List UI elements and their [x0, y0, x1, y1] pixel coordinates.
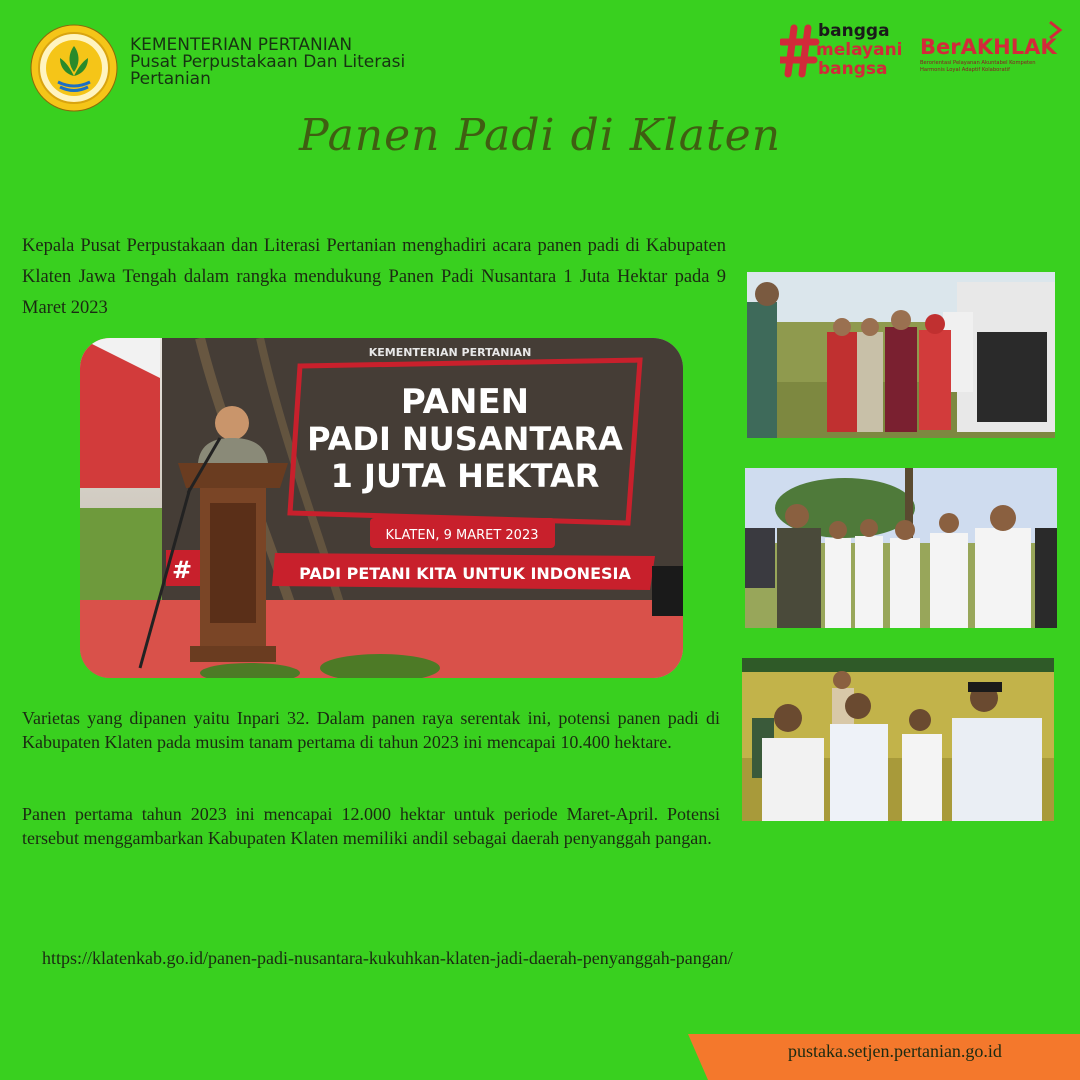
berakhlak-word: BerAKHLAK: [920, 35, 1057, 59]
banner-line3: 1 JUTA HEKTAR: [330, 457, 600, 495]
panen-paragraph: Panen pertama tahun 2023 ini mencapai 12.000 hektar untuk periode Maret-April. Potensi tersebut menggambarkan Kabupaten Klaten memiliki andil sebagai daerah penyanggah pangan.: [22, 804, 720, 848]
bangga-melayani-bangsa-logo: [780, 18, 912, 82]
varietas-paragraph: Varietas yang dipanen yaitu Inpari 32. Dalam panen raya serentak ini, potensi panen padi di Kabupaten Klaten pada musim tanam pertama di tahun 2023 ini mencapai 10.400 hektare.: [22, 708, 720, 752]
organization-name: [130, 37, 405, 88]
bangga-line1: bangga: [818, 21, 890, 41]
page-title: Panen Padi di Klaten: [298, 110, 782, 161]
intro-paragraph: Kepala Pusat Perpustakaan dan Literasi Pertanian menghadiri acara panen padi di Kabupaten Klaten Jawa Tengah dalam rangka mendukung Panen Padi Nusantara 1 Juta Hektar pada 9 Maret 2023: [22, 236, 726, 318]
berakhlak-tagline1: Berorientasi Pelayanan Akuntabel Kompeten: [920, 60, 1036, 66]
berakhlak-tagline2: Harmonis Loyal Adaptif Kolaboratif: [920, 67, 1010, 73]
bangga-line2: melayani: [816, 40, 903, 60]
berakhlak-logo: [918, 20, 1068, 80]
banner-date: KLATEN, 9 MARET 2023: [385, 528, 539, 543]
harvest-photo-1: [747, 272, 1055, 438]
svg-text:#: #: [172, 556, 193, 584]
harvest-photo-3: [742, 658, 1054, 821]
org-line2: Pusat Perpustakaan Dan Literasi: [130, 52, 406, 72]
kementan-logo: [30, 24, 118, 112]
org-line3: Pertanian: [130, 69, 211, 89]
bangga-line3: bangsa: [818, 59, 888, 79]
harvest-photo-2: [745, 468, 1057, 628]
banner-ministry: KEMENTERIAN PERTANIAN: [368, 346, 532, 359]
org-line1: KEMENTERIAN PERTANIAN: [130, 35, 353, 55]
banner-line2: PADI NUSANTARA: [307, 420, 623, 458]
footer-website-link[interactable]: pustaka.setjen.pertanian.go.id: [788, 1041, 1002, 1061]
main-event-photo: [80, 338, 683, 678]
banner-slogan: PADI PETANI KITA UNTUK INDONESIA: [299, 564, 631, 583]
banner-line1: PANEN: [400, 382, 530, 422]
source-link[interactable]: https://klatenkab.go.id/panen-padi-nusantara-kukuhkan-klaten-jadi-daerah-penyanggah-pangan/: [42, 948, 733, 968]
